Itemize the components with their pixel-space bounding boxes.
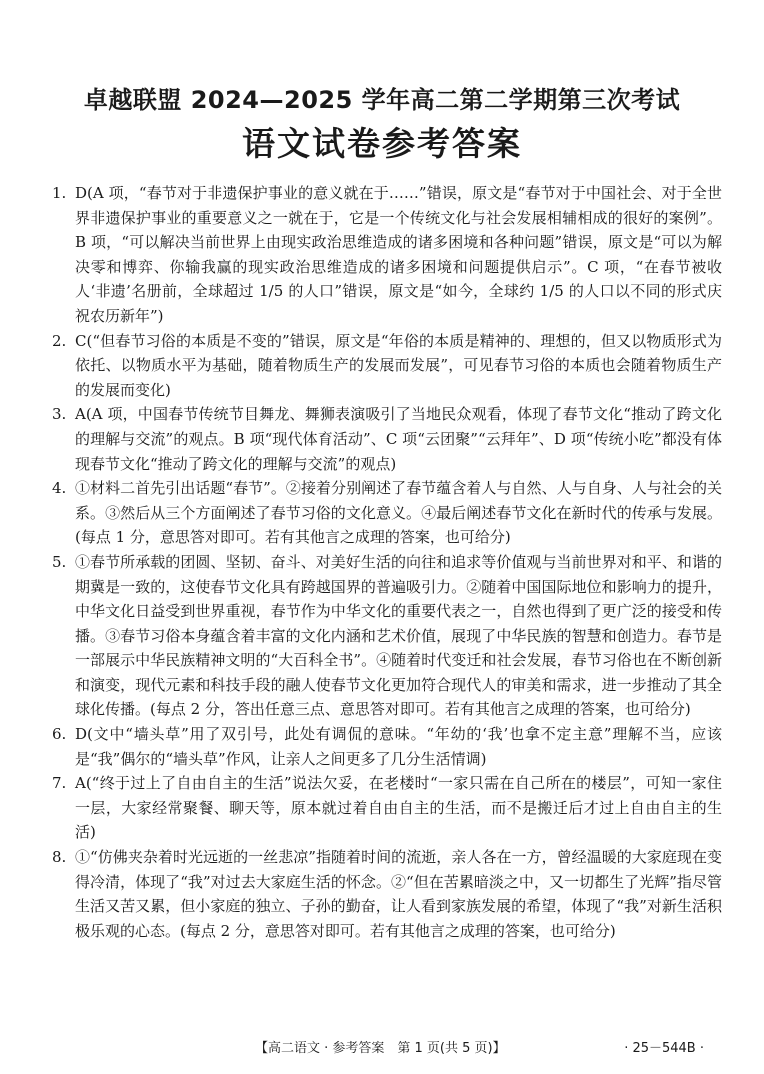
answer-text: D(文中“墙头草”用了双引号，此处有调侃的意味。“年幼的‘我’也拿不定主意”理解不当，应该是“我”偶尔的“墙头草”作风，让亲人之间更多了几分生活情调) [75, 725, 722, 768]
answer-item-3 [52, 402, 722, 476]
answer-item-5 [52, 550, 722, 722]
document-code: · 25－544B · [624, 1041, 704, 1056]
document-title: 语文试卷参考答案 [242, 124, 522, 163]
answer-item-1 [52, 181, 722, 329]
answer-text: D(A 项，“春节对于非遗保护事业的意义就在于……”错误，原文是“春节对于中国社会、对于全世界非遗保护事业的重要意义之一就在于，它是一个传统文化与社会发展相辅相成的很好的案例”。B 项，“可以解决当前世界上由现实政治思维造成的诸多困境和各种问题”错误，原文是“可以为解决零和博弈、你输我赢的现实政治思维造成的诸多困境和问题提供启示”。C 项，“在春节被收人‘非遗’名册前，全球超过 1/5 的人口”错误，原文是“如今，全球约 1/5 的人口以不同的形式庆祝农历新年”) [75, 184, 722, 325]
answer-item-6 [52, 722, 722, 771]
answer-number: 4. [52, 479, 67, 498]
answer-text: ①材料二首先引出话题“春节”。②接着分别阐述了春节蕴含着人与自然、人与自身、人与社会的关系。③然后从三个方面阐述了春节习俗的文化意义。④最后阐述春节文化在新时代的传承与发展。(每点 1 分，意思答对即可。若有其他言之成理的答案，也可给分) [75, 479, 722, 547]
answer-text: A(A 项，中国春节传统节目舞龙、舞狮表演吸引了当地民众观看，体现了春节文化“推动了跨文化的理解与交流”的观点。B 项“现代体育活动”、C 项“云团聚”“云拜年”、D 项“传统小吃”都没有体现春节文化“推动了跨文化的理解与交流”的观点) [75, 405, 722, 473]
answer-text: C(“但春节习俗的本质是不变的”错误，原文是“年俗的本质是精神的、理想的，但又以物质形式为依托、以物质水平为基础，随着物质生产的发展而发展”，可见春节习俗的本质也会随着物质生产的发展而变化) [75, 331, 722, 399]
answer-number: 2. [52, 331, 67, 350]
answer-number: 1. [52, 184, 67, 202]
answer-number: 3. [52, 405, 67, 424]
answer-item-2 [52, 329, 722, 403]
answer-number: 5. [52, 552, 67, 571]
answer-number: 7. [52, 774, 67, 793]
answer-number: 8. [52, 848, 67, 867]
exam-title: 卓越联盟 2024—2025 学年高二第二学期第三次考试 [83, 86, 681, 114]
answer-text: ①“仿佛夹杂着时光远逝的一丝悲凉”指随着时间的流逝，亲人各在一方，曾经温暖的大家庭现在变得冷清，体现了“我”对过去大家庭生活的怀念。②“但在苦累暗淡之中，又一切都生了光辉”指尽管生活又苦又累，但小家庭的独立、子孙的勤奋，让人看到家族发展的希望，体现了“我”对新生活积极乐观的心态。(每点 2 分，意思答对即可。若有其他言之成理的答案，也可给分) [75, 848, 722, 940]
answer-list [52, 181, 722, 943]
page-number-label: 【高二语文 · 参考答案 第 1 页(共 5 页)】 [255, 1041, 506, 1056]
answer-number: 6. [52, 725, 67, 744]
answer-item-7 [52, 771, 722, 845]
answer-text: ①春节所承载的团圆、坚韧、奋斗、对美好生活的向往和追求等价值观与当前世界对和平、和谐的期冀是一致的，这使春节文化具有跨越国界的普遍吸引力。②随着中国国际地位和影响力的提升，中华文化日益受到世界重视，春节作为中华文化的重要代表之一，自然也得到了更广泛的接受和传播。③春节习俗本身蕴含着丰富的文化内涵和艺术价值，展现了中华民族的智慧和创造力。春节是一部展示中华民族精神文明的“大百科全书”。④随着时代变迁和社会发展，春节习俗也在不断创新和演变，现代元素和科技手段的融人使春节文化更加符合现代人的审美和需求，进一步推动了其全球化传播。(每点 2 分，答出任意三点、意思答对即可。若有其他言之成理的答案，也可给分) [75, 552, 722, 719]
answer-item-4 [52, 476, 722, 550]
answer-item-8 [52, 845, 722, 943]
answer-text: A(“终于过上了自由自主的生活”说法欠妥，在老楼时“一家只需在自己所在的楼层”，可知一家住一层，大家经常聚餐、聊天等，原本就过着自由自主的生活，而不是搬迁后才过上自由自主的生活) [75, 774, 722, 842]
